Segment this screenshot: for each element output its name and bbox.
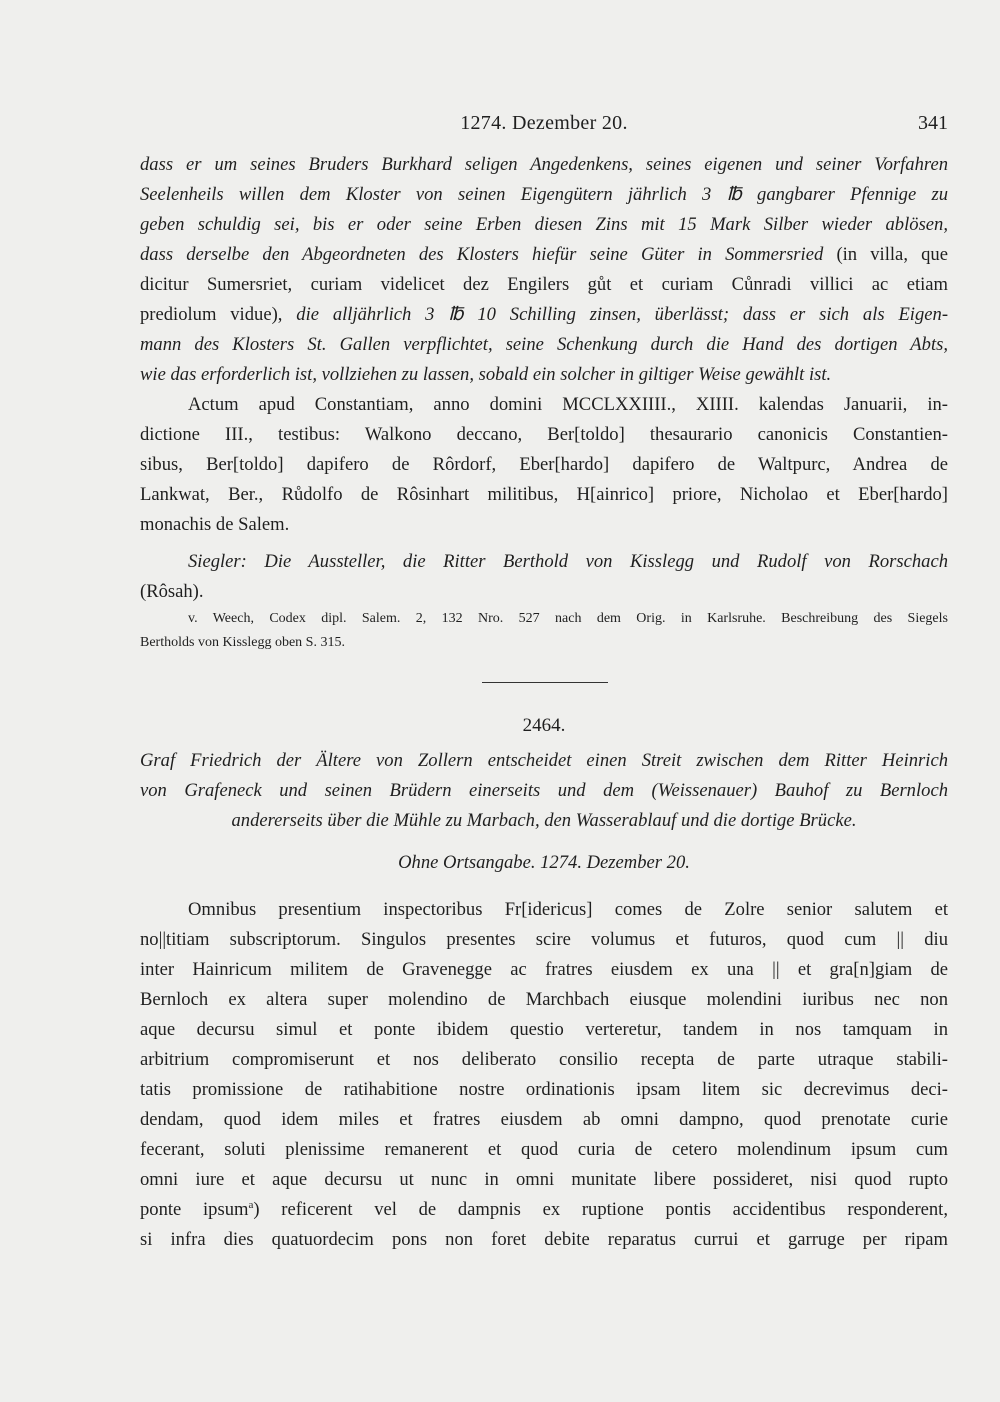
footnote-marker: a [248, 1198, 254, 1211]
text-part: ponte ipsum [140, 1199, 249, 1220]
text-line: no||titiam subscriptorum. Singulos presentes scire volumus et futuros, quod cum || diu [140, 929, 948, 950]
latin-quote-part: prediolum vidue), [140, 304, 297, 325]
actum-line: sibus, Ber[toldo] dapifero de Rôrdorf, Eber[hardo] dapifero de Waltpurc, Andrea de [140, 454, 948, 475]
header-date: 1274. Dezember 20. [460, 112, 628, 134]
document-number: 2464. [522, 715, 566, 736]
page-number: 341 [918, 112, 948, 134]
source-note: v. Weech, Codex dipl. Salem. 2, 132 Nro. 527 nach dem Orig. in Karlsruhe. Beschreibung des Siegels [188, 611, 948, 626]
separator-rule [140, 655, 948, 711]
actum-line: Actum apud Constantiam, anno domini MCCLXXIIII., XIIII. kalendas Januarii, in- [188, 394, 948, 415]
latin-quote-line: dicitur Sumersriet, curiam videlicet dez Engilers gůt et curiam Cůnradi villici ac etiam [140, 274, 948, 295]
text-line: arbitrium compromiserunt et nos deliberato consilio recepta de parte utraque stabili- [140, 1049, 948, 1070]
text-line-with-footnote [140, 1195, 948, 1225]
regest-italic-part: die alljährlich 3 ℔ 10 Schilling zinsen, überlässt; dass er sich als Eigen- [296, 304, 949, 325]
siegler-end: (Rôsah). [140, 581, 204, 602]
latin-quote-part: (in villa, que [823, 244, 948, 265]
actum-line: monachis de Salem. [140, 514, 290, 535]
regest-line: geben schuldig sei, bis er oder seine Erben diesen Zins mit 15 Mark Silber wieder ablösen, [140, 214, 948, 235]
doc-regest-line: andererseits über die Mühle zu Marbach, den Wasserablauf und die dortige Brücke. [231, 810, 857, 831]
text-line: dendam, quod idem miles et fratres eiusdem ab omni dampno, quod prenotate curie [140, 1109, 948, 1130]
text-line: si infra dies quatuordecim pons non foret debite reparatus currui et garruge per ripam [140, 1229, 948, 1250]
source-note: Bertholds von Kisslegg oben S. 315. [140, 635, 345, 650]
running-header [140, 112, 948, 138]
doc-regest-line: von Grafeneck und seinen Brüdern einerseits und dem (Weissenauer) Bauhof zu Bernloch [140, 780, 948, 801]
regest-line-mixed [140, 300, 948, 330]
regest-line: mann des Klosters St. Gallen verpflichtet, seine Schenkung durch die Hand des dortigen Abts, [140, 334, 948, 355]
regest-italic-part: dass derselbe den Abgeordneten des Klosters hiefür seine Güter in Sommersried [140, 244, 824, 265]
siegler-line: Siegler: Die Aussteller, die Ritter Berthold von Kisslegg und Rudolf von Rorschach [188, 551, 948, 572]
text-line: tatis promissione de ratihabitione nostre ordinationis ipsam litem sic decrevimus deci- [140, 1079, 948, 1100]
doc-regest-line: Graf Friedrich der Ältere von Zollern entscheidet einen Streit zwischen dem Ritter Heinrich [140, 750, 948, 771]
text-line: aque decursu simul et ponte ibidem questio verteretur, tandem in nos tamquam in [140, 1019, 948, 1040]
regest-line: dass er um seines Bruders Burkhard seligen Angedenkens, seines eigenen und seiner Vorfahren [140, 154, 948, 175]
actum-line: dictione III., testibus: Walkono deccano, Ber[toldo] thesaurario canonicis Constantien- [140, 424, 948, 445]
regest-line-mixed [140, 240, 948, 270]
page-body [140, 150, 948, 1255]
regest-line: Seelenheils willen dem Kloster von seinen Eigengütern jährlich 3 ℔ gangbarer Pfennige zu [140, 184, 948, 205]
regest-line: wie das erforderlich ist, vollziehen zu lassen, sobald ein solcher in giltiger Weise gewählt ist. [140, 364, 832, 385]
text-line: fecerant, soluti plenissime remanerent et quod curia de cetero molendinum ipsum cum [140, 1139, 948, 1160]
text-line: inter Hainricum militem de Gravenegge ac fratres eiusdem ex una || et gra[n]giam de [140, 959, 948, 980]
actum-line: Lankwat, Ber., Růdolfo de Rôsinhart militibus, H[ainrico] priore, Nicholao et Eber[hardo] [140, 484, 948, 505]
text-part: ) reficerent vel de dampnis ex ruptione pontis accidentibus responderent, [253, 1199, 948, 1220]
text-line: omni iure et aque decursu ut nunc in omni munitate libere possideret, nisi quod rupto [140, 1169, 948, 1190]
text-line: Omnibus presentium inspectoribus Fr[idericus] comes de Zolre senior salutem et [188, 899, 948, 920]
place-date: Ohne Ortsangabe. 1274. Dezember 20. [398, 852, 690, 873]
text-line: Bernloch ex altera super molendino de Marchbach eiusque molendini iuribus nec non [140, 989, 948, 1010]
